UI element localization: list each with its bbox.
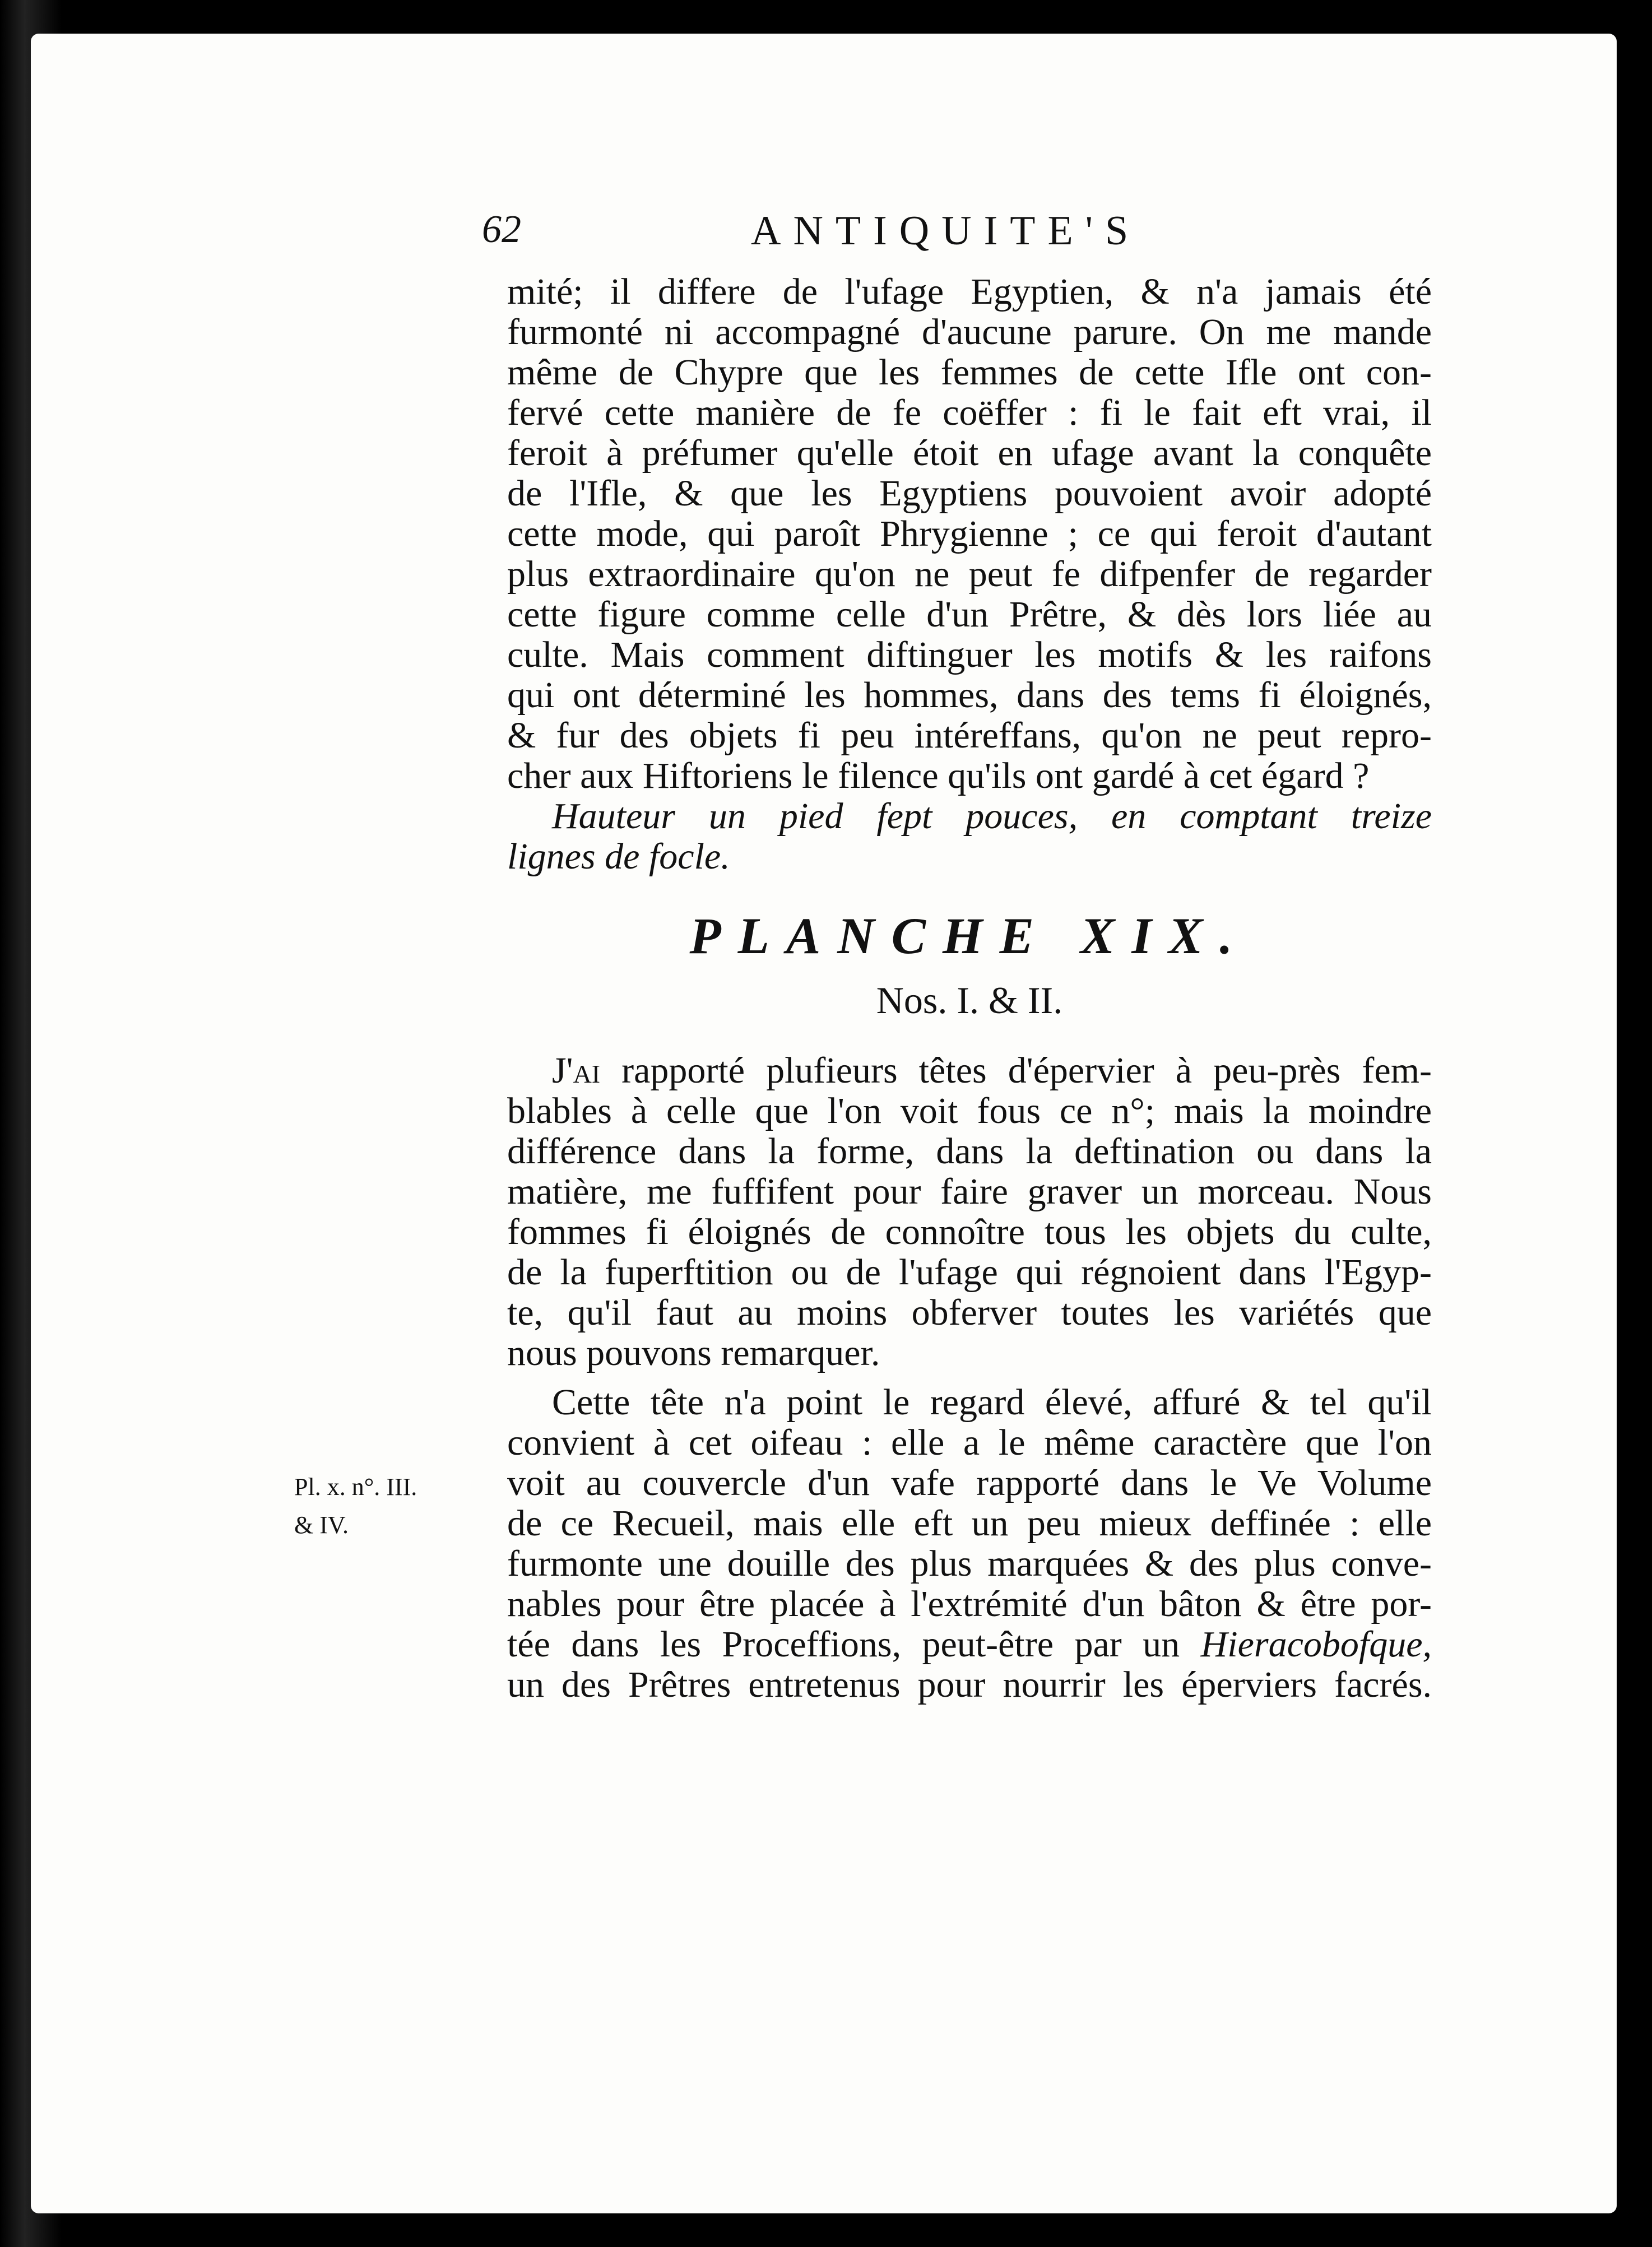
italic-word: Hieracobofque, (1200, 1624, 1432, 1665)
page-number: 62 (482, 208, 521, 251)
text-line: cette mode, qui paroît Phrygienne ; ce qui feroit d'autant (507, 513, 1432, 554)
text-line: matière, me fuffifent pour faire graver un morceau. Nous (507, 1171, 1432, 1212)
text-line: te, qu'il faut au moins obferver toutes les variétés que (507, 1292, 1432, 1333)
text-line: nous pouvons remarquer. (507, 1333, 880, 1373)
text-fragment: tée dans les Proceffions, peut-être par un (507, 1624, 1201, 1665)
text-line: Cette tête n'a point le regard élevé, affuré & tel qu'il (552, 1382, 1432, 1423)
text-line: fervé cette manière de fe coëffer : fi le fait eft vrai, il (507, 392, 1432, 433)
text-line: blables à celle que l'on voit fous ce n°; mais la moindre (507, 1090, 1432, 1131)
dimensions-line: Hauteur un pied fept pouces, en comptant treize (552, 796, 1432, 837)
page-header (482, 207, 1435, 275)
text-line: cher aux Hiftoriens le filence qu'ils ont gardé à cet égard ? (507, 755, 1370, 796)
text-line: furmonté ni accompagné d'aucune parure. On me mande (507, 312, 1432, 352)
text-line: cette figure comme celle d'un Prêtre, & dès lors liée au (507, 594, 1432, 635)
text-line: feroit à préfumer qu'elle étoit en ufage avant la conquête (507, 433, 1432, 473)
text-line: & fur des objets fi peu intéreffans, qu'on ne peut repro- (507, 715, 1432, 756)
text-line: qui ont déterminé les hommes, dans des tems fi éloignés, (507, 675, 1432, 716)
text-line: de l'Ifle, & que les Egyptiens pouvoient avoir adopté (507, 473, 1432, 514)
text-line (507, 1624, 1432, 1665)
paragraph-first-line (507, 1051, 1432, 1091)
dropcap-word: J'ai (552, 1050, 601, 1091)
text-line: culte. Mais comment diftinguer les motifs & les raifons (507, 634, 1432, 675)
text-line: de la fuperftition ou de l'ufage qui régnoient dans l'Egyp- (507, 1252, 1432, 1293)
text-line: même de Chypre que les femmes de cette Ifle ont con- (507, 352, 1432, 393)
text-line: un des Prêtres entretenus pour nourrir les éperviers facrés. (507, 1664, 1432, 1705)
text-line: convient à cet oifeau : elle a le même caractère que l'on (507, 1422, 1432, 1463)
text-line: voit au couvercle d'un vafe rapporté dans le Ve Volume (507, 1463, 1432, 1503)
margin-note-line: Pl. x. n°. III. (294, 1473, 417, 1501)
text-line: furmonte une douille des plus marquées & des plus conve- (507, 1543, 1432, 1584)
body-text (507, 272, 1432, 1705)
text-line: fommes fi éloignés de connoître tous les objets du culte, (507, 1211, 1432, 1252)
text-line: de ce Recueil, mais elle eft un peu mieux deffinée : elle (507, 1503, 1432, 1544)
margin-note (294, 1468, 490, 1544)
margin-note-line: & IV. (294, 1511, 349, 1539)
text-line: plus extraordinaire qu'on ne peut fe difpenfer de regarder (507, 554, 1432, 595)
running-title: ANTIQUITE'S (751, 208, 1141, 254)
paragraph-gap (507, 1373, 1432, 1382)
text-line: mité; il differe de l'ufage Egyptien, & n'a jamais été (507, 271, 1432, 312)
text-line: différence dans la forme, dans la deftination ou dans la (507, 1131, 1432, 1172)
plate-title: PLANCHE XIX. (689, 907, 1250, 964)
dimensions-line: lignes de focle. (507, 836, 730, 877)
text-line: nables pour être placée à l'extrémité d'un bâton & être por- (507, 1584, 1432, 1624)
text-fragment: rapporté plufieurs têtes d'épervier à peu-près fem- (600, 1050, 1432, 1091)
plate-numbers: Nos. I. & II. (876, 979, 1063, 1022)
